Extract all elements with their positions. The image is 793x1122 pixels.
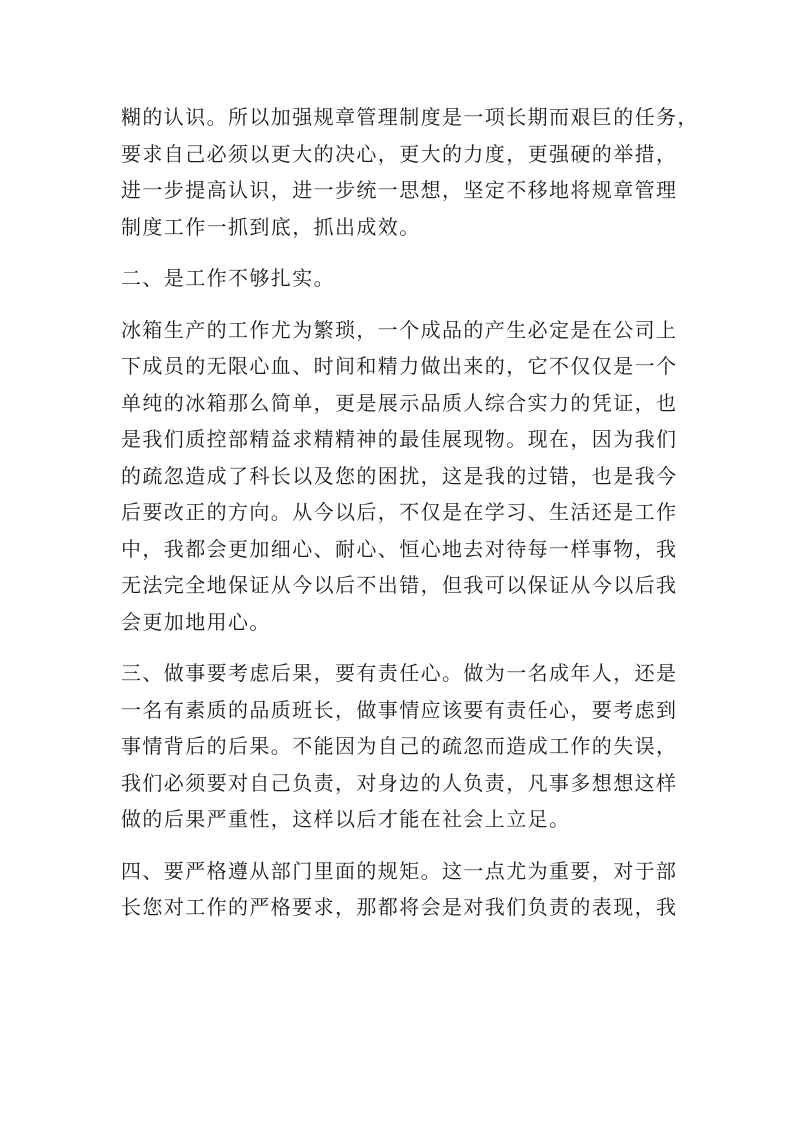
text-line: 三、做事要考虑后果，要有责任心。做为一名成年人，还是 — [121, 661, 678, 685]
text-line: 做的后果严重性，这样以后才能在社会上立足。 — [121, 807, 571, 831]
text-line: 要求自己必须以更大的决心，更大的力度，更强硬的举措， — [121, 141, 678, 166]
paragraph-4 — [121, 655, 681, 838]
text-line: 二、是工作不够扎实。 — [121, 266, 335, 290]
text-line: 我们必须要对自己负责，对身边的人负责，凡事多想想这样 — [121, 770, 678, 795]
text-line: 下成员的无限心血、时间和精力做出来的，它不仅仅是一个 — [121, 354, 678, 378]
text-line: 单纯的冰箱那么简单，更是展示品质人综合实力的凭证，也 — [121, 390, 678, 415]
text-line: 长您对工作的严格要求，那都将会是对我们负责的表现，我 — [121, 895, 678, 919]
text-line: 中，我都会更加细心、耐心、恒心地去对待每一样事物，我 — [121, 536, 678, 561]
text-line: 无法完全地保证从今以后不出错，但我可以保证从今以后我 — [121, 573, 678, 597]
paragraph-3 — [121, 312, 681, 641]
text-line: 是我们质控部精益求精精神的最佳展现物。现在，因为我们 — [121, 427, 678, 451]
text-line: 进一步提高认识，进一步统一思想，坚定不移地将规章管理 — [121, 178, 678, 202]
text-line: 冰箱生产的工作尤为繁琐，一个成品的产生必定是在公司上 — [121, 317, 678, 342]
paragraph-5 — [121, 853, 681, 926]
text-line: 会更加地用心。 — [121, 609, 271, 634]
text-line: 后要改正的方向。从今以后，不仅是在学习、生活还是工作 — [121, 500, 678, 524]
paragraph-2-heading — [121, 260, 681, 297]
text-line: 一名有素质的品质班长，做事情应该要有责任心，要考虑到 — [121, 697, 678, 722]
paragraph-1 — [121, 99, 699, 245]
text-line: 四、要严格遵从部门里面的规矩。这一点尤为重要，对于部 — [121, 858, 678, 883]
text-line: 制度工作一抓到底，抓出成效。 — [121, 214, 421, 239]
text-line: 的疏忽造成了科长以及您的困扰，这是我的过错，也是我今 — [121, 463, 678, 488]
document-body — [121, 99, 699, 941]
text-line: 糊的认识。所以加强规章管理制度是一项长期而艰巨的任务， — [121, 105, 699, 129]
text-line: 事情背后的后果。不能因为自己的疏忽而造成工作的失误， — [121, 734, 678, 758]
